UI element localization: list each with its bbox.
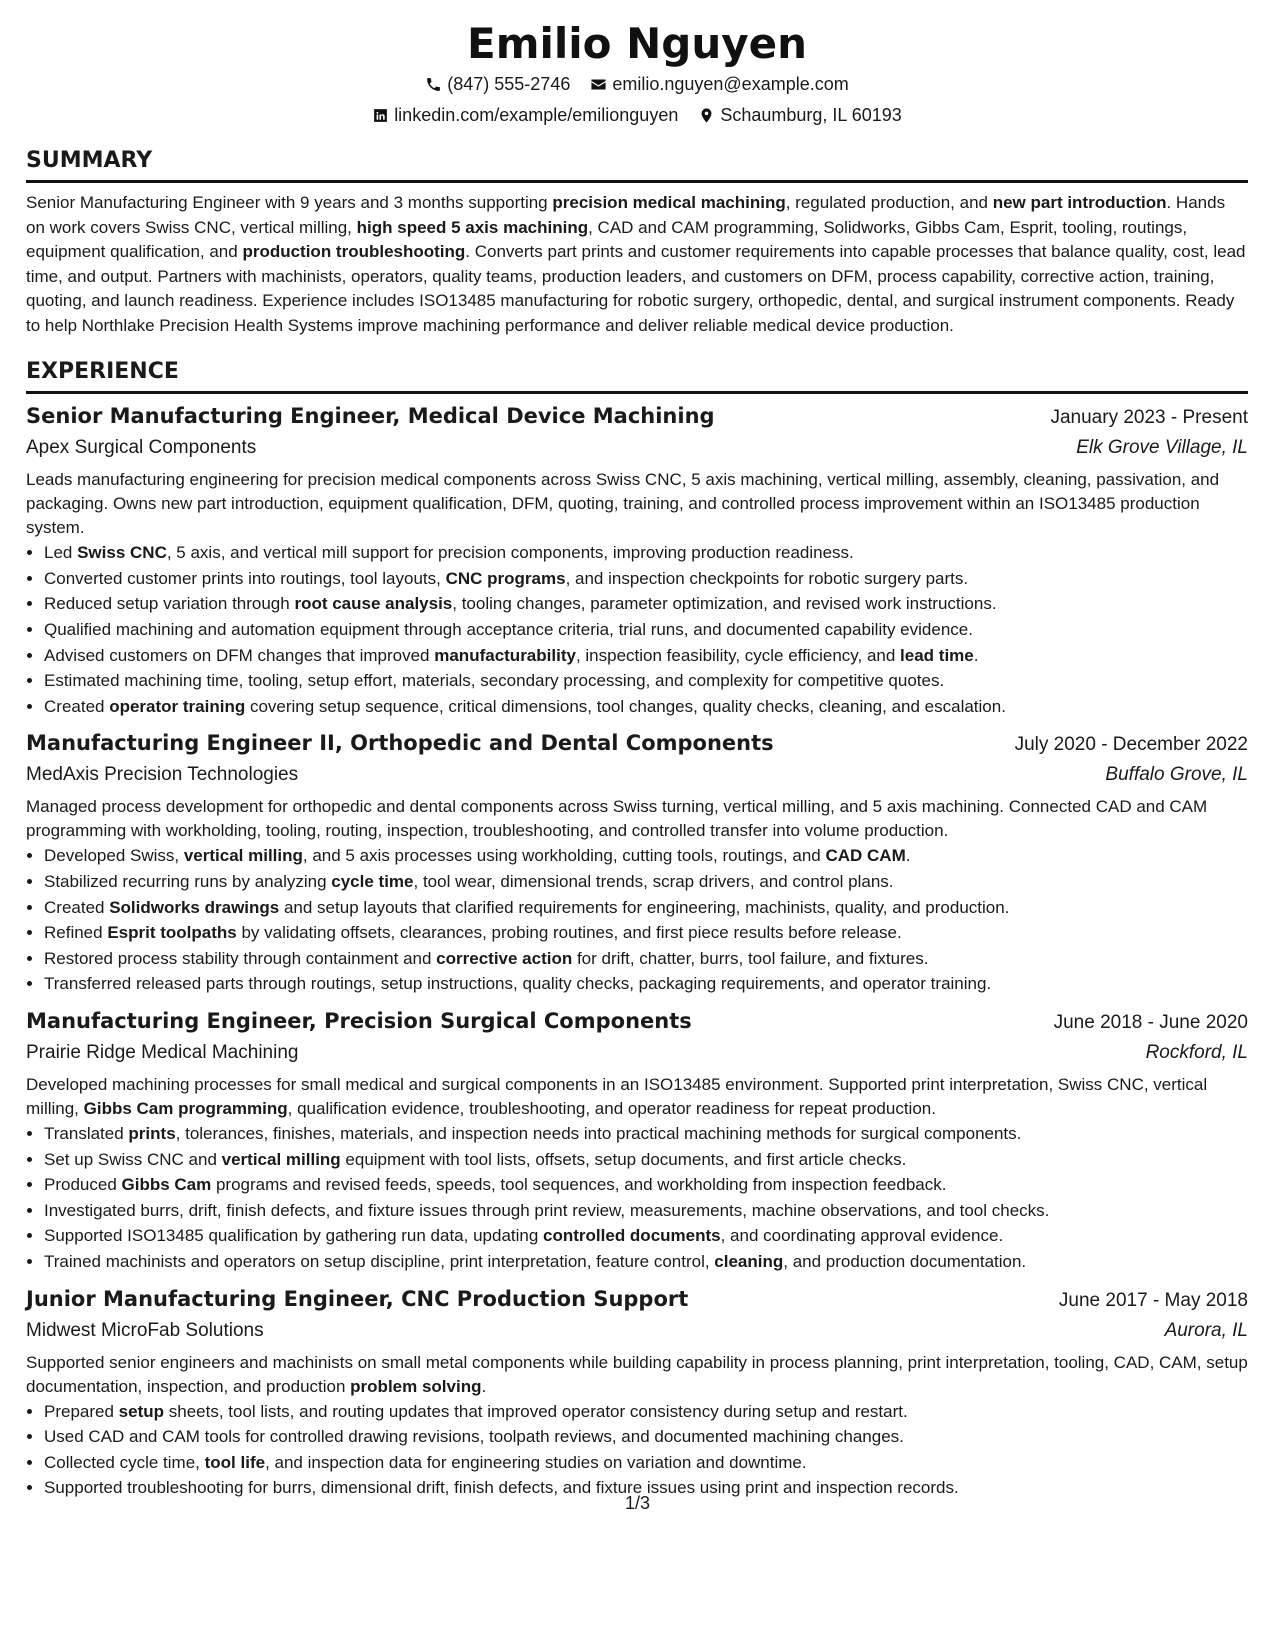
job-entry [26,1007,1248,1275]
bold-keyword: production troubleshooting [242,242,466,262]
bullet-item: • Estimated machining time, tooling, setup effort, materials, secondary processing, and complexity for competitive quotes. [44,668,1248,694]
bold-keyword: new part introduction [992,193,1167,213]
bullet-item: • Restored process stability through containment and corrective action for drift, chatter, burrs, tool failure, and fixtures. [44,946,1248,972]
map-pin-icon [698,107,715,124]
bullet-item: • Translated prints, tolerances, finishes, materials, and inspection needs into practical machining methods for surgical components. [44,1121,1248,1147]
bold-keyword: problem solving [350,1376,482,1396]
job-title: Manufacturing Engineer II, Orthopedic and Dental Components [26,731,774,756]
job-description: Leads manufacturing engineering for precision medical components across Swiss CNC, 5 axis machining, vertical milling, assembly, cleaning, passivation, and packaging. Owns new part introduction, equipment qualification, DFM, quoting, training, and controlled process improvement within an ISO13485 production system. [26,470,1220,538]
bullet-item: • Refined Esprit toolpaths by validating offsets, clearances, probing routines, and first piece results before release. [44,920,1248,946]
job-title: Senior Manufacturing Engineer, Medical Device Machining [26,404,715,429]
job-location: Aurora, IL [1164,1319,1248,1341]
bold-keyword: Swiss CNC [77,543,167,563]
bullet-item: • Stabilized recurring runs by analyzing cycle time, tool wear, dimensional trends, scrap drivers, and control plans. [44,869,1248,895]
bold-keyword: prints [128,1124,176,1144]
bold-keyword: CAD CAM [825,846,906,866]
job-header [26,402,1248,432]
job-header [26,1285,1248,1315]
email-text[interactable]: emilio.nguyen@example.com [612,74,849,95]
bullet-item: • Prepared setup sheets, tool lists, and routing updates that improved operator consistency during setup and restart. [44,1399,1248,1425]
bullet-item: • Created Solidworks drawings and setup layouts that clarified requirements for engineering, machinists, quality, and production. [44,895,1248,921]
contact-location [698,103,901,127]
job-header [26,1007,1248,1037]
company-name: Prairie Ridge Medical Machining [26,1042,299,1064]
bold-keyword: cycle time [331,872,414,892]
job-bullets [26,1121,1248,1275]
bullet-item: • Developed Swiss, vertical milling, and 5 axis processes using workholding, cutting tools, routings, and CAD CAM. [44,843,1248,869]
summary-heading: SUMMARY [26,147,1248,183]
summary-text: Senior Manufacturing Engineer with 9 years and 3 months supporting precision medical machining, regulated production, and new part introduction. Hands on work covers Swiss CNC, vertical milling, high speed 5 axis machining, CAD and CAM programming, Solidworks, Gibbs Cam, Esprit, tooling, routings, equipment qualification, and production troubleshooting. Converts part prints and customer requirements into capable processes that balance quality, cost, lead time, and output. Partners with machinists, operators, quality teams, production leaders, and customers on DFM, process capability, corrective action, training, quoting, and launch readiness. Experience includes ISO13485 manufacturing for robotic surgery, orthopedic, dental, and surgical instrument components. Ready to help Northlake Precision Health Systems improve machining performance and deliver reliable medical device production. [26,193,1246,335]
job-location: Rockford, IL [1145,1042,1248,1064]
job-dates: June 2017 - May 2018 [1058,1289,1248,1311]
bullet-item: • Investigated burrs, drift, finish defects, and fixture issues through print review, measurements, machine observations, and tool checks. [44,1198,1248,1224]
job-subheader [26,434,1248,462]
company-name: MedAxis Precision Technologies [26,764,299,786]
bold-keyword: CNC programs [445,568,566,588]
bold-keyword: precision medical machining [552,193,786,213]
experience-list [26,402,1248,1501]
page-number: 1/3 [624,1493,651,1513]
resume-page [26,20,1248,1501]
bullet-item: • Supported ISO13485 qualification by gathering run data, updating controlled documents, and coordinating approval evidence. [44,1223,1248,1249]
candidate-name: Emilio Nguyen [467,19,807,68]
bullet-item: • Collected cycle time, tool life, and inspection data for engineering studies on variation and downtime. [44,1450,1248,1476]
bold-keyword: cleaning [714,1251,784,1271]
contact-row-1 [26,72,1248,96]
job-description: Developed machining processes for small medical and surgical components in an ISO13485 environment. Supported print interpretation, Swiss CNC, vertical milling, Gibbs Cam programming, qualification evidence, troubleshooting, and operator readiness for repeat production. [26,1075,1208,1119]
bold-keyword: root cause analysis [294,594,453,614]
job-location: Elk Grove Village, IL [1076,437,1248,459]
experience-heading: EXPERIENCE [26,358,1248,394]
bold-keyword: corrective action [436,948,573,968]
bullet-item: • Used CAD and CAM tools for controlled drawing revisions, toolpath reviews, and documented machining changes. [44,1424,1248,1450]
phone-icon [425,76,442,93]
bullet-item: • Converted customer prints into routings, tool layouts, CNC programs, and inspection checkpoints for robotic surgery parts. [44,566,1248,592]
bullet-item: • Qualified machining and automation equipment through acceptance criteria, trial runs, and documented capability evidence. [44,617,1248,643]
bullet-item: • Supported troubleshooting for burrs, dimensional drift, finish defects, and fixture issues using print and inspection records. [44,1475,1248,1501]
job-bullets [26,843,1248,997]
job-entry [26,402,1248,719]
contact-phone [425,72,570,96]
job-header [26,729,1248,759]
bullet-item: • Created operator training covering setup sequence, critical dimensions, tool changes, quality checks, cleaning, and escalation. [44,694,1248,720]
bold-keyword: controlled documents [543,1226,721,1246]
contact-linkedin[interactable] [372,103,678,127]
linkedin-text[interactable]: linkedin.com/example/emilionguyen [394,105,679,126]
bold-keyword: manufacturability [434,645,576,665]
job-subheader [26,1039,1248,1067]
location-text: Schaumburg, IL 60193 [720,105,902,126]
bullet-item: • Transferred released parts through routings, setup instructions, quality checks, packaging requirements, and operator training. [44,971,1248,997]
job-title: Manufacturing Engineer, Precision Surgical Components [26,1009,692,1034]
bold-keyword: tool life [204,1452,266,1472]
bold-keyword: vertical milling [221,1149,341,1169]
job-description: Managed process development for orthopedic and dental components across Swiss turning, vertical milling, and 5 axis machining. Connected CAD and CAM programming with workholding, tooling, routing, inspection, troubleshooting, and controlled transfer into volume production. [26,797,1208,841]
bold-keyword: Gibbs Cam programming [83,1099,288,1119]
envelope-icon [590,76,607,93]
bullet-item: • Advised customers on DFM changes that improved manufacturability, inspection feasibility, cycle efficiency, and lead time. [44,643,1248,669]
bullet-item: • Set up Swiss CNC and vertical milling equipment with tool lists, offsets, setup documents, and first article checks. [44,1147,1248,1173]
job-bullets [26,1399,1248,1501]
job-dates: July 2020 - December 2022 [1014,734,1248,756]
bold-keyword: lead time [900,645,974,665]
bold-keyword: Gibbs Cam [121,1175,212,1195]
bullet-item: • Produced Gibbs Cam programs and revised feeds, speeds, tool sequences, and workholding from inspection feedback. [44,1172,1248,1198]
bullet-item: • Reduced setup variation through root cause analysis, tooling changes, parameter optimization, and revised work instructions. [44,591,1248,617]
bold-keyword: Esprit toolpaths [107,923,237,943]
bullet-item: • Led Swiss CNC, 5 axis, and vertical mill support for precision components, improving production readiness. [44,540,1248,566]
job-location: Buffalo Grove, IL [1105,764,1248,786]
job-title: Junior Manufacturing Engineer, CNC Production Support [26,1286,689,1311]
job-subheader [26,1317,1248,1345]
job-entry [26,1285,1248,1501]
contact-email[interactable] [590,72,848,96]
job-bullets [26,540,1248,719]
bold-keyword: vertical milling [183,846,303,866]
bold-keyword: high speed 5 axis machining [356,217,589,237]
job-dates: June 2018 - June 2020 [1053,1012,1248,1034]
linkedin-icon [372,107,389,124]
phone-text: (847) 555-2746 [447,74,571,95]
job-dates: January 2023 - Present [1050,407,1248,429]
job-subheader [26,761,1248,789]
bullet-item: • Trained machinists and operators on setup discipline, print interpretation, feature control, cleaning, and production documentation. [44,1249,1248,1275]
bold-keyword: operator training [109,696,246,716]
company-name: Midwest MicroFab Solutions [26,1319,264,1341]
contact-row-2 [26,103,1248,127]
company-name: Apex Surgical Components [26,437,257,459]
job-entry [26,729,1248,997]
bold-keyword: setup [118,1401,165,1421]
job-description: Supported senior engineers and machinists on small metal components while building capability in process planning, print interpretation, tooling, CAD, CAM, setup documentation, inspection, and production problem solving. [26,1352,1248,1396]
bold-keyword: Solidworks drawings [109,897,280,917]
